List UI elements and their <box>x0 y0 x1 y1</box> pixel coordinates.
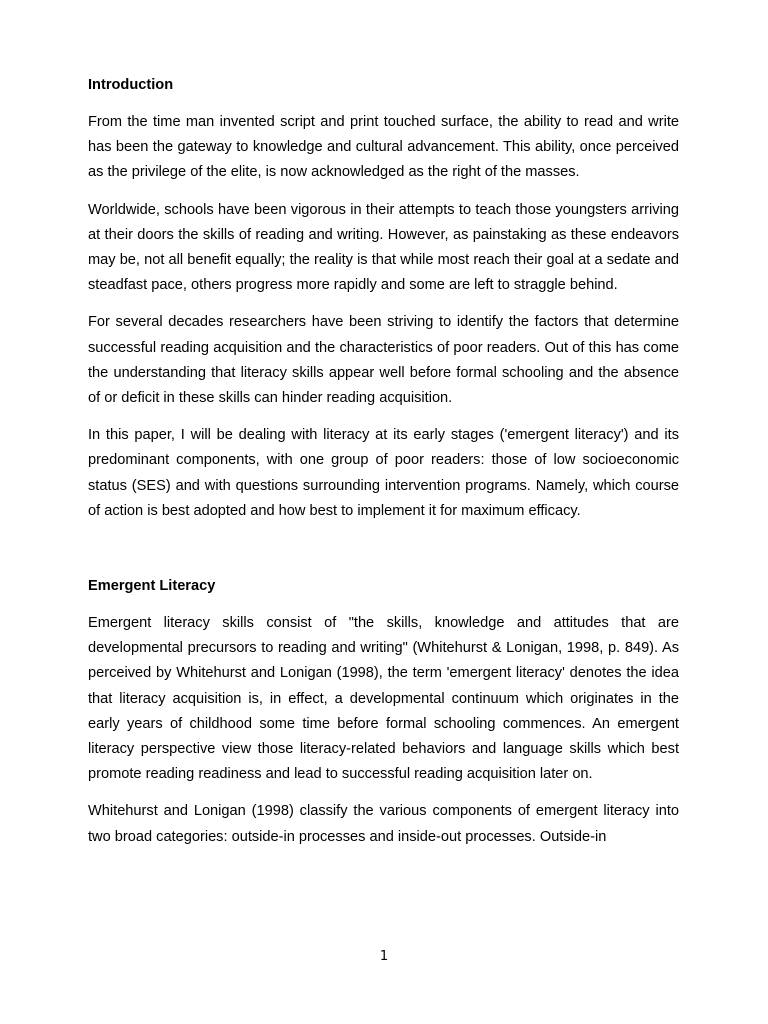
section-heading: Introduction <box>88 77 174 93</box>
document-page <box>88 73 679 862</box>
paragraph: For several decades researchers have been striving to identify the factors that determine successful reading acquisition and the characteristics of poor readers. Out of this has come the understanding that literacy skills appear well before formal schooling and the absence of or deficit in these skills can hinder reading acquisition. <box>88 314 679 407</box>
section-emergent-literacy <box>88 574 679 850</box>
section-heading: Emergent Literacy <box>88 578 216 595</box>
paragraph: Emergent literacy skills consist of "the skills, knowledge and attitudes that are developmental precursors to reading and writing" (Whitehurst & Lonigan, 1998, p. 849). As perceived by Whitehurst and Lonigan (1998), the term 'emergent literacy' denotes the idea that literacy acquisition is, in effect, a developmental continuum which originates in the early years of childhood some time before formal schooling commences. An emergent literacy perspective view those literacy-related behaviors and language skills which best promote reading readiness and lead to successful reading acquisition later on. <box>88 615 679 783</box>
paragraph: Whitehurst and Lonigan (1998) classify the various components of emergent literacy into two broad categories: outside-in processes and inside-out processes. Outside-in <box>88 803 679 845</box>
section-introduction <box>88 73 679 524</box>
paragraph: In this paper, I will be dealing with literacy at its early stages ('emergent literacy') and its predominant components, with one group of poor readers: those of low socioeconomic status (SES) and with questions surrounding intervention programs. Namely, which course of action is best adopted and how best to implement it for maximum efficacy. <box>88 427 679 519</box>
paragraph: Worldwide, schools have been vigorous in their attempts to teach those youngsters arriving at their doors the skills of reading and writing. However, as painstaking as these endeavors may be, not all benefit equally; the reality is that while most reach their goal at a sedate and steadfast pace, others progress more rapidly and some are left to straggle behind. <box>88 201 679 294</box>
section-spacer <box>88 536 679 574</box>
page-number: 1 <box>379 949 389 964</box>
paragraph: From the time man invented script and print touched surface, the ability to read and write has been the gateway to knowledge and cultural advancement. This ability, once perceived as the privilege of the elite, is now acknowledged as the right of the masses. <box>88 114 679 181</box>
